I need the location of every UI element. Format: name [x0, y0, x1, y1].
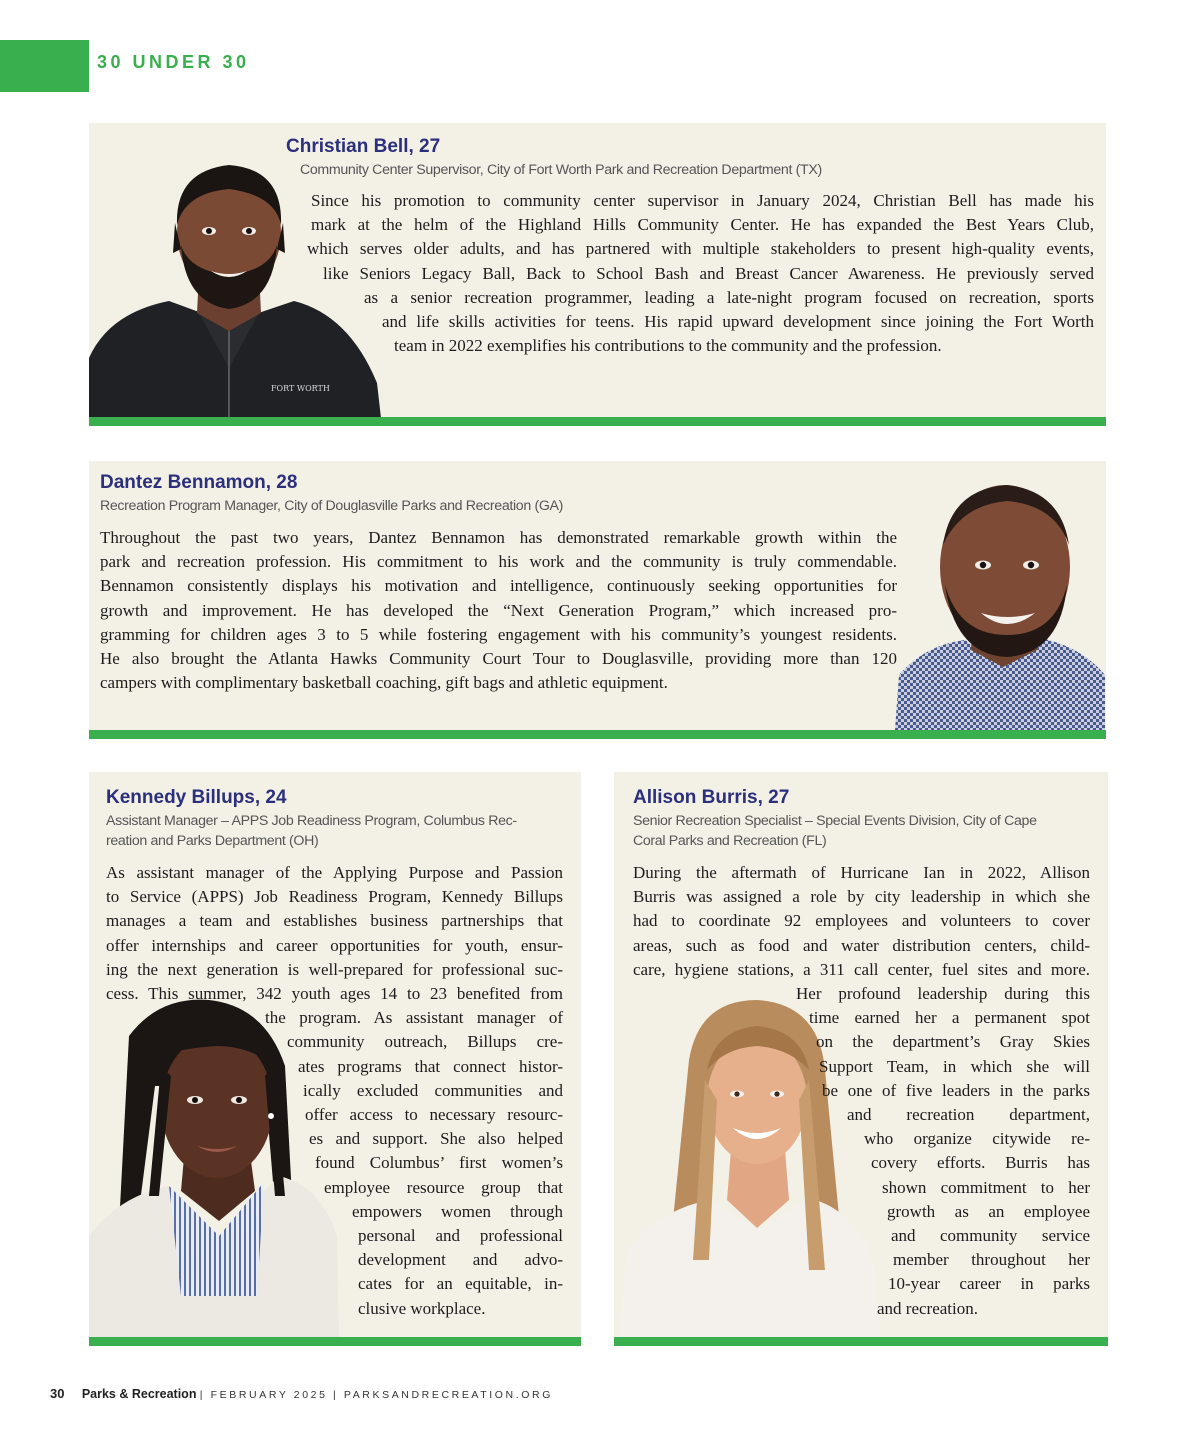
card-accent-bar [89, 417, 1106, 426]
issue-meta: | FEBRUARY 2025 | PARKSANDRECREATION.ORG [199, 1389, 553, 1401]
bio-line: 10-year career in parks [888, 1274, 1090, 1294]
bio-line: and community service [891, 1226, 1090, 1246]
bio-line: as a senior recreation programmer, leading a late-night program focused on recreation, sports [364, 287, 1094, 307]
bio-line: ically excluded communities and [303, 1080, 563, 1100]
card-accent-bar [614, 1337, 1108, 1346]
header-accent-block [0, 40, 89, 92]
bio-line: cates for an equitable, in- [358, 1274, 563, 1294]
card-accent-bar [89, 730, 1106, 739]
portrait-photo-dantez-bennamon [895, 485, 1105, 730]
profile-bio [106, 861, 563, 1321]
bio-line: ates programs that connect histor- [298, 1056, 563, 1076]
bio-line: campers with complimentary basketball coaching, gift bags and athletic equipment. [100, 673, 668, 693]
bio-line: shown commitment to her [882, 1177, 1090, 1197]
bio-line: park and recreation profession. His commitment to his work and the community is truly commendable. [100, 552, 897, 572]
bio-line: on the department’s Gray Skies [816, 1032, 1090, 1052]
bio-line: and recreation department, [847, 1105, 1090, 1125]
profile-name: Kennedy Billups, 24 [106, 787, 287, 808]
bio-line: be one of five leaders in the parks [822, 1080, 1090, 1100]
profile-role [106, 811, 566, 851]
profile-card-christian-bell [89, 123, 1106, 426]
bio-line: Throughout the past two years, Dantez Bennamon has demonstrated remarkable growth within the [100, 528, 897, 547]
bio-line: areas, such as food and water distribution centers, child- [633, 935, 1090, 955]
role-line: reation and Parks Department (OH) [106, 833, 319, 849]
profile-name: Dantez Bennamon, 28 [100, 472, 298, 493]
bio-line: clusive workplace. [358, 1298, 486, 1318]
bio-line: During the aftermath of Hurricane Ian in 2022, Allison [633, 863, 1090, 882]
bio-line: covery efforts. Burris has [871, 1153, 1090, 1173]
bio-line: like Seniors Legacy Ball, Back to School Bash and Breast Cancer Awareness. He previously served [323, 263, 1094, 283]
role-line: Assistant Manager – APPS Job Readiness Program, Columbus Rec- [106, 813, 517, 829]
bio-line: which serves older adults, and has partnered with multiple stakeholders to present high-quality events, [307, 239, 1094, 259]
bio-line: found Columbus’ first women’s [315, 1153, 563, 1173]
bio-line: member throughout her [893, 1250, 1090, 1270]
bio-line: cess. This summer, 342 youth ages 14 to 23 benefited from [106, 984, 563, 1004]
profile-bio [100, 526, 897, 695]
bio-line: offer internships and career opportunities for youth, ensur- [106, 935, 563, 955]
bio-line: mark at the helm of the Highland Hills Community Center. He has expanded the Best Years Club, [311, 215, 1094, 235]
bio-line: manages a team and establishes business partnerships that [106, 911, 563, 931]
bio-line: who organize citywide re- [864, 1129, 1090, 1149]
bio-line: community outreach, Billups cre- [287, 1032, 563, 1052]
bio-line: Bennamon consistently displays his motivation and intelligence, continuously seeking opportunities for [100, 576, 897, 596]
bio-line: growth and improvement. He has developed the “Next Generation Program,” which increased pro- [100, 600, 897, 620]
bio-line: the program. As assistant manager of [265, 1008, 563, 1028]
role-line: Coral Parks and Recreation (FL) [633, 833, 827, 849]
bio-line: As assistant manager of the Applying Purpose and Passion [106, 863, 563, 882]
profile-bio [89, 189, 1094, 358]
profile-name: Allison Burris, 27 [633, 787, 790, 808]
profile-card-kennedy-billups [89, 772, 581, 1346]
role-line: Senior Recreation Specialist – Special Events Division, City of Cape [633, 813, 1037, 829]
bio-line: personal and professional [358, 1226, 563, 1246]
bio-line: care, hygiene stations, a 311 call center, fuel sites and more. [633, 959, 1090, 979]
profile-card-allison-burris [614, 772, 1108, 1346]
profile-role: Community Center Supervisor, City of Fort Worth Park and Recreation Department (TX) [300, 162, 822, 178]
bio-line: employee resource group that [324, 1177, 563, 1197]
profile-bio [633, 861, 1090, 1321]
page-footer [50, 1386, 553, 1401]
svg-text:FORT WORTH: FORT WORTH [271, 384, 330, 393]
bio-line: growth as an employee [887, 1201, 1090, 1221]
card-accent-bar [89, 1337, 581, 1346]
profile-card-dantez-bennamon [89, 461, 1106, 739]
profile-role: Recreation Program Manager, City of Douglasville Parks and Recreation (GA) [100, 498, 563, 514]
bio-line: Support Team, in which she will [819, 1056, 1090, 1076]
bio-line: and life skills activities for teens. His rapid upward development since joining the Fort Worth [382, 312, 1094, 332]
bio-line: ing the next generation is well-prepared for professional suc- [106, 959, 563, 979]
magazine-name: Parks & Recreation [81, 1387, 197, 1401]
bio-line: to Service (APPS) Job Readiness Program, Kennedy Billups [106, 887, 563, 907]
profile-role [633, 811, 1093, 851]
profile-name: Christian Bell, 27 [286, 136, 441, 157]
bio-line: He also brought the Atlanta Hawks Community Court Tour to Douglasville, providing more than 120 [100, 649, 897, 669]
bio-line: team in 2022 exemplifies his contributions to the community and the profession. [394, 336, 942, 356]
bio-line: offer access to necessary resourc- [305, 1105, 563, 1125]
bio-line: es and support. She also helped [309, 1129, 563, 1149]
bio-line: time earned her a permanent spot [809, 1008, 1090, 1028]
bio-line: and recreation. [877, 1298, 978, 1318]
section-title: 30 UNDER 30 [97, 52, 250, 72]
bio-line: gramming for children ages 3 to 5 while fostering engagement with his community’s youngest residents. [100, 624, 897, 644]
page-number: 30 [50, 1386, 65, 1401]
bio-line: had to coordinate 92 employees and volunteers to cover [633, 911, 1090, 931]
bio-line: Her profound leadership during this [796, 984, 1090, 1004]
bio-line: empowers women through [352, 1201, 563, 1221]
bio-line: development and advo- [358, 1250, 563, 1270]
bio-line: Since his promotion to community center supervisor in January 2024, Christian Bell has made his [311, 191, 1094, 210]
bio-line: Burris was assigned a role by city leadership in which she [633, 887, 1090, 907]
